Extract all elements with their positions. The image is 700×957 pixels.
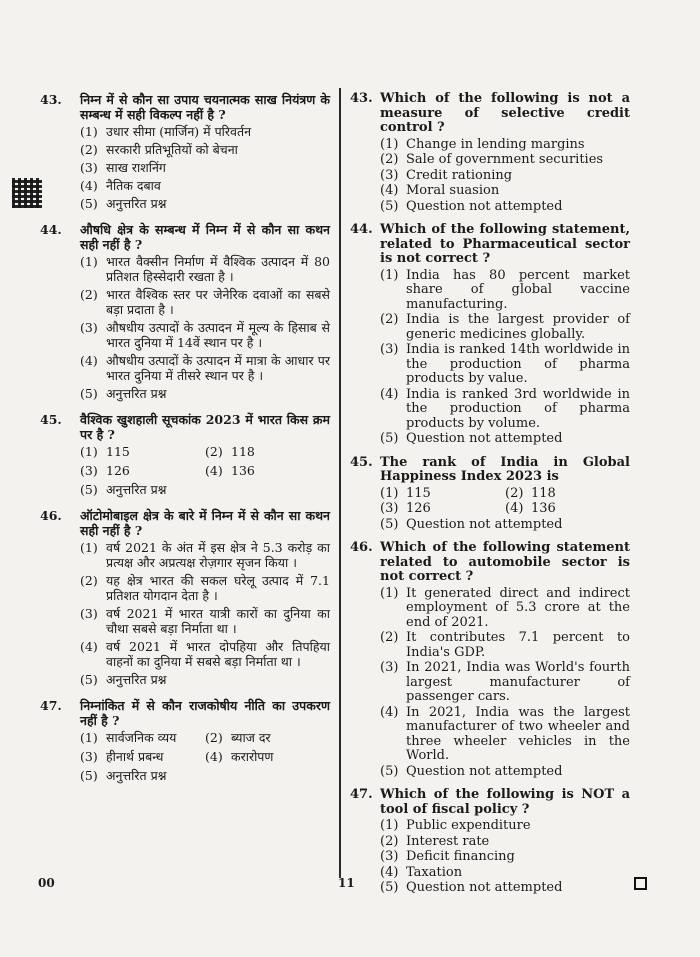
question-number: 45. bbox=[40, 412, 62, 427]
option-number: (3) bbox=[380, 849, 399, 864]
option-number: (2) bbox=[80, 287, 98, 302]
option-item bbox=[80, 160, 330, 175]
option-item bbox=[380, 765, 630, 780]
option-item bbox=[80, 672, 330, 687]
question-number: 43. bbox=[40, 92, 62, 107]
english-column bbox=[350, 92, 630, 905]
question-number: 47. bbox=[350, 787, 373, 802]
option-number: (2) bbox=[80, 142, 98, 157]
option-item bbox=[205, 730, 330, 745]
option-text: It generated direct and indirect employment of 5.3 crore at the end of 2021. bbox=[406, 585, 630, 630]
column-divider bbox=[339, 88, 341, 878]
option-number: (5) bbox=[380, 198, 399, 214]
option-number: (5) bbox=[380, 880, 399, 895]
option-number: (2) bbox=[380, 630, 399, 645]
option-number: (2) bbox=[380, 833, 399, 849]
option-number: (1) bbox=[80, 254, 98, 269]
option-text: सार्वजनिक व्यय bbox=[106, 730, 177, 745]
option-number: (2) bbox=[80, 573, 98, 588]
question-body bbox=[380, 223, 630, 448]
question-text: Which of the following statement related to automobile sector is not correct ? bbox=[380, 540, 630, 584]
option-row bbox=[80, 730, 330, 745]
option-text: अनुत्तरित प्रश्न bbox=[106, 196, 167, 211]
option-number: (2) bbox=[205, 730, 223, 745]
option-item bbox=[80, 463, 205, 478]
option-item bbox=[80, 749, 205, 764]
option-number: (1) bbox=[380, 136, 399, 152]
option-item bbox=[80, 606, 330, 636]
question-number: 44. bbox=[40, 222, 62, 237]
option-item bbox=[380, 269, 630, 313]
option-text: Question not attempted bbox=[406, 880, 563, 895]
option-number: (2) bbox=[380, 312, 399, 327]
option-number: (3) bbox=[380, 660, 399, 675]
option-text: 115 bbox=[106, 444, 130, 459]
option-number: (5) bbox=[380, 763, 399, 779]
footer-code: 00 bbox=[38, 876, 55, 890]
option-number: (1) bbox=[80, 730, 98, 745]
option-text: औषधीय उत्पादों के उत्पादन में मूल्य के हिसाब से भारत दुनिया में 14वें स्थान पर है । bbox=[106, 320, 330, 350]
question-item bbox=[40, 412, 330, 500]
option-text: India is ranked 14th worldwide in the production of pharma products by value. bbox=[406, 342, 630, 386]
option-number: (4) bbox=[80, 178, 98, 193]
option-number: (3) bbox=[80, 463, 98, 478]
page-number: 11 bbox=[338, 876, 355, 890]
option-item bbox=[380, 200, 630, 215]
option-text: Question not attempted bbox=[406, 431, 563, 446]
question-text: निम्न में से कौन सा उपाय चयनात्मक साख नियंत्रण के सम्बन्ध में सही विकल्प नहीं है ? bbox=[80, 92, 330, 122]
question-body bbox=[380, 456, 630, 534]
question-text: Which of the following is NOT a tool of fiscal policy ? bbox=[380, 787, 630, 817]
question-item bbox=[40, 222, 330, 404]
question-body bbox=[80, 412, 330, 500]
option-item bbox=[380, 587, 630, 631]
option-number: (4) bbox=[80, 353, 98, 368]
option-number: (5) bbox=[80, 482, 98, 497]
question-text: The rank of India in Global Happiness Index 2023 is bbox=[380, 454, 630, 484]
option-text: 115 bbox=[406, 485, 431, 501]
option-number: (5) bbox=[380, 516, 399, 532]
option-text: नैतिक दबाव bbox=[106, 178, 161, 193]
question-text: ऑटोमोबाइल क्षेत्र के बारे में निम्न में से कौन सा कथन सही नहीं है ? bbox=[80, 508, 330, 538]
option-item bbox=[380, 518, 630, 533]
option-item bbox=[380, 850, 630, 865]
option-number: (3) bbox=[80, 160, 98, 175]
option-item bbox=[80, 142, 330, 157]
option-text: In 2021, India was World's fourth largest manufacturer of passenger cars. bbox=[406, 660, 630, 704]
question-item bbox=[350, 223, 630, 448]
option-text: भारत वैश्विक स्तर पर जेनेरिक दवाओं का सबसे बड़ा प्रदाता है । bbox=[106, 287, 330, 317]
option-text: Deficit financing bbox=[406, 849, 515, 864]
question-item bbox=[40, 92, 330, 214]
option-number: (3) bbox=[80, 749, 98, 764]
option-item bbox=[80, 540, 330, 570]
option-row bbox=[380, 502, 630, 517]
option-text: 126 bbox=[406, 501, 431, 516]
option-text: अनुत्तरित प्रश्न bbox=[106, 672, 167, 687]
option-item bbox=[205, 463, 330, 478]
option-item bbox=[80, 730, 205, 745]
option-number: (1) bbox=[380, 485, 399, 501]
option-text: Moral suasion bbox=[406, 183, 500, 198]
option-item bbox=[380, 432, 630, 447]
question-text: Which of the following statement, related to Pharmaceutical sector is not correct ? bbox=[380, 222, 630, 266]
option-number: (1) bbox=[80, 124, 98, 139]
question-item bbox=[40, 698, 330, 786]
option-item bbox=[380, 184, 630, 199]
option-item bbox=[380, 313, 630, 342]
option-text: Taxation bbox=[406, 864, 463, 880]
option-number: (4) bbox=[205, 749, 223, 764]
option-text: India is the largest provider of generic medicines globally. bbox=[406, 312, 630, 342]
option-text: Public expenditure bbox=[406, 818, 531, 833]
option-number: (1) bbox=[80, 444, 98, 459]
question-number: 46. bbox=[40, 508, 62, 523]
option-text: It contributes 7.1 percent to India's GDP. bbox=[406, 630, 630, 660]
option-text: हीनार्थ प्रबन्ध bbox=[106, 749, 164, 764]
question-text: निम्नांकित में से कौन राजकोषीय नीति का उपकरण नहीं है ? bbox=[80, 698, 330, 728]
option-item bbox=[205, 444, 330, 459]
option-number: (3) bbox=[380, 167, 399, 183]
question-number: 46. bbox=[350, 540, 373, 555]
option-item bbox=[80, 353, 330, 383]
option-text: ब्याज दर bbox=[231, 730, 271, 745]
option-item bbox=[80, 124, 330, 139]
option-number: (2) bbox=[205, 444, 223, 459]
qr-code-icon bbox=[12, 178, 42, 208]
option-text: अनुत्तरित प्रश्न bbox=[106, 482, 167, 497]
option-number: (1) bbox=[80, 540, 98, 555]
question-number: 47. bbox=[40, 698, 62, 713]
question-item bbox=[350, 788, 630, 897]
option-number: (5) bbox=[80, 386, 98, 401]
option-item bbox=[80, 320, 330, 350]
option-text: वर्ष 2021 में भारत दोपहिया और तिपहिया वाहनों का दुनिया में सबसे बड़ा निर्माता था । bbox=[106, 639, 330, 669]
option-item bbox=[80, 639, 330, 669]
option-number: (3) bbox=[380, 342, 399, 357]
question-body bbox=[80, 222, 330, 404]
question-body bbox=[380, 92, 630, 215]
option-item bbox=[80, 768, 330, 783]
question-text: वैश्विक खुशहाली सूचकांक 2023 में भारत किस क्रम पर है ? bbox=[80, 412, 330, 442]
option-item bbox=[80, 196, 330, 211]
question-item bbox=[350, 92, 630, 215]
option-number: (2) bbox=[505, 485, 524, 501]
option-item bbox=[380, 631, 630, 660]
option-number: (4) bbox=[380, 864, 399, 880]
option-text: Question not attempted bbox=[406, 516, 563, 532]
option-item bbox=[380, 661, 630, 705]
hindi-column bbox=[40, 92, 330, 794]
option-number: (3) bbox=[80, 606, 98, 621]
option-row bbox=[380, 487, 630, 502]
option-text: In 2021, India was the largest manufacturer of two wheeler and three wheeler vehicles in the World. bbox=[406, 704, 630, 763]
option-row bbox=[80, 444, 330, 459]
option-item bbox=[380, 881, 630, 896]
option-number: (4) bbox=[80, 639, 98, 654]
option-item bbox=[380, 153, 630, 168]
option-text: अनुत्तरित प्रश्न bbox=[106, 386, 167, 401]
option-number: (4) bbox=[380, 386, 399, 402]
question-body bbox=[380, 541, 630, 780]
option-item bbox=[205, 749, 330, 764]
option-item bbox=[80, 444, 205, 459]
option-number: (4) bbox=[380, 704, 399, 720]
question-item bbox=[350, 541, 630, 780]
option-text: सरकारी प्रतिभूतियों को बेचना bbox=[106, 142, 238, 157]
question-body bbox=[80, 508, 330, 690]
question-body bbox=[80, 698, 330, 786]
option-text: Interest rate bbox=[406, 833, 490, 849]
option-text: करारोपण bbox=[231, 749, 274, 764]
option-text: India is ranked 3rd worldwide in the production of pharma products by volume. bbox=[406, 386, 630, 431]
option-text: 118 bbox=[231, 444, 255, 459]
option-text: 136 bbox=[231, 463, 255, 478]
option-number: (2) bbox=[380, 152, 399, 167]
option-item bbox=[80, 287, 330, 317]
question-number: 43. bbox=[350, 91, 373, 106]
option-item bbox=[505, 487, 630, 502]
option-number: (3) bbox=[80, 320, 98, 335]
square-marker-icon bbox=[634, 877, 647, 890]
option-item bbox=[80, 178, 330, 193]
option-number: (3) bbox=[380, 501, 399, 516]
option-text: Question not attempted bbox=[406, 198, 563, 214]
option-item bbox=[380, 169, 630, 184]
question-item bbox=[40, 508, 330, 690]
question-body bbox=[80, 92, 330, 214]
option-item bbox=[80, 573, 330, 603]
option-item bbox=[380, 138, 630, 153]
option-item bbox=[80, 254, 330, 284]
option-text: यह क्षेत्र भारत की सकल घरेलू उत्पाद में 7.1 प्रतिशत योगदान देता है । bbox=[106, 573, 330, 603]
option-number: (4) bbox=[205, 463, 223, 478]
option-text: 126 bbox=[106, 463, 130, 478]
option-item bbox=[380, 388, 630, 432]
option-text: वर्ष 2021 में भारत यात्री कारों का दुनिया का चौथा सबसे बड़ा निर्माता था । bbox=[106, 606, 330, 636]
question-number: 45. bbox=[350, 454, 373, 470]
option-text: Credit rationing bbox=[406, 167, 513, 183]
question-text: औषधि क्षेत्र के सम्बन्ध में निम्न में से कौन सा कथन सही नहीं है ? bbox=[80, 222, 330, 252]
option-number: (5) bbox=[80, 672, 98, 687]
option-text: भारत वैक्सीन निर्माण में वैश्विक उत्पादन में 80 प्रतिशत हिस्सेदारी रखता है । bbox=[106, 254, 330, 284]
option-text: 136 bbox=[531, 501, 556, 516]
option-item bbox=[380, 343, 630, 387]
option-text: Question not attempted bbox=[406, 763, 563, 779]
option-number: (4) bbox=[505, 501, 524, 516]
option-text: उधार सीमा (मार्जिन) में परिवर्तन bbox=[106, 124, 252, 139]
option-item bbox=[380, 835, 630, 850]
option-item bbox=[80, 482, 330, 497]
option-row bbox=[80, 463, 330, 478]
question-body bbox=[380, 788, 630, 897]
option-item bbox=[380, 819, 630, 834]
option-item bbox=[380, 866, 630, 881]
option-number: (5) bbox=[80, 196, 98, 211]
option-text: साख राशनिंग bbox=[106, 160, 166, 175]
option-number: (5) bbox=[80, 768, 98, 783]
question-number: 44. bbox=[350, 222, 373, 237]
option-number: (1) bbox=[380, 818, 399, 833]
option-item bbox=[505, 502, 630, 517]
question-text: Which of the following is not a measure of selective credit control ? bbox=[380, 91, 630, 135]
option-row bbox=[80, 749, 330, 764]
option-text: Change in lending margins bbox=[406, 136, 585, 152]
option-number: (4) bbox=[380, 183, 399, 198]
option-item bbox=[80, 386, 330, 401]
option-number: (1) bbox=[380, 267, 399, 283]
option-item bbox=[380, 487, 505, 502]
option-text: 118 bbox=[531, 485, 556, 501]
option-text: India has 80 percent market share of global vaccine manufacturing. bbox=[406, 267, 630, 312]
option-text: Sale of government securities bbox=[406, 152, 604, 167]
option-item bbox=[380, 706, 630, 764]
option-text: औषधीय उत्पादों के उत्पादन में मात्रा के आधार पर भारत दुनिया में तीसरे स्थान पर है । bbox=[106, 353, 330, 383]
option-text: अनुत्तरित प्रश्न bbox=[106, 768, 167, 783]
option-item bbox=[380, 502, 505, 517]
question-item bbox=[350, 456, 630, 534]
option-number: (1) bbox=[380, 585, 399, 601]
option-number: (5) bbox=[380, 431, 399, 446]
option-text: वर्ष 2021 के अंत में इस क्षेत्र ने 5.3 करोड़ का प्रत्यक्ष और अप्रत्यक्ष रोज़गार सृजन किया । bbox=[106, 540, 330, 570]
